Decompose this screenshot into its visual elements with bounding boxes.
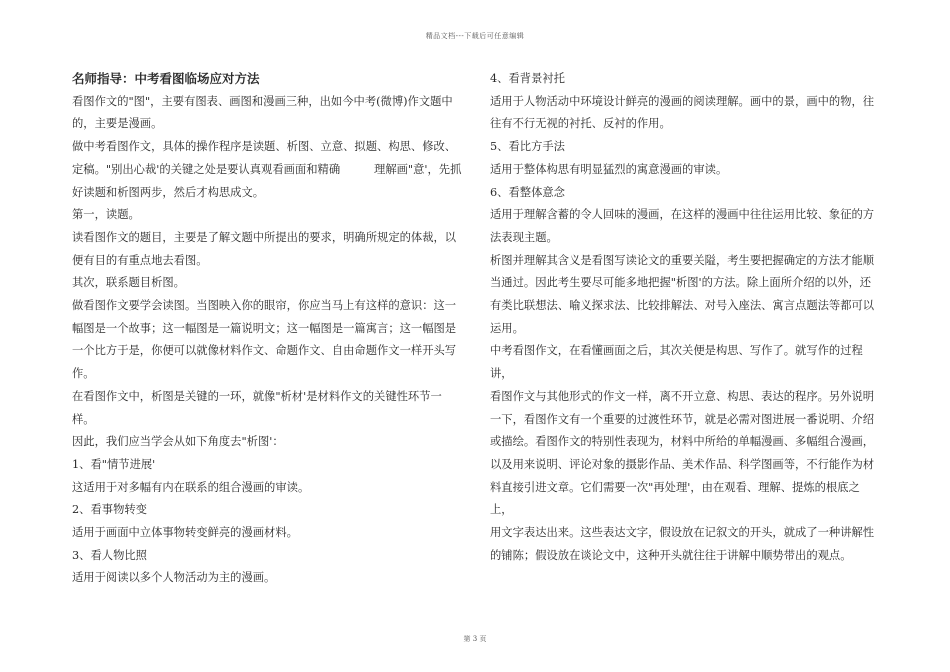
text-line: 一下，看图作文有一个重要的过渡性环节，就是必需对图进展一番说明、介绍 [490, 412, 875, 426]
text-line: 幅图是一个故事；这一幅图是一篇说明文；这一幅图是一篇寓言；这一幅图是 [72, 321, 457, 335]
text-line: 一个比方于是，你便可以就像材料作文、命题作文、自由命题作文一样开头写 [72, 344, 457, 358]
list-heading: 5、看比方手法 [490, 140, 565, 154]
text-line: 好读题和析图两步，然后才构思成文。 [72, 185, 265, 199]
text-line: 定稿。"别出心裁'的关键之处是要认真观看画面和精确 理解画"意'，先抓 [72, 162, 462, 176]
list-heading: 3、看人物比照 [72, 548, 147, 562]
text-line: 适用于理解含蓄的令人回味的漫画，在这样的漫画中往往运用比较、象征的方 [490, 208, 875, 222]
text-line: 有类比联想法、喻义探求法、比较排解法、对号入座法、寓言点题法等都可以 [490, 299, 875, 313]
text-line: 以及用来说明、评论对象的摄影作品、美术作品、科学图画等，不行能作为材 [490, 457, 875, 471]
text-line: 往有不行无视的衬托、反衬的作用。 [490, 117, 671, 131]
text-line: 中考看图作文，在看懂画面之后，其次关便是构思、写作了。就写作的过程讲， [490, 344, 863, 381]
text-line: 适用于人物活动中环境设计鲜亮的漫画的阅读理解。画中的景，画中的物，往 [490, 94, 875, 108]
text-line: 适用于阅读以多个人物活动为主的漫画。 [72, 571, 276, 585]
text-line: 适用于整体构思有明显猛烈的寓意漫画的审读。 [490, 162, 728, 176]
text-line: 的铺陈；假设放在谈论文中，这种开头就往往于讲解中顺势带出的观点。 [490, 548, 852, 562]
text-line: 便有目的有重点地去看图。 [72, 253, 208, 267]
article-title: 名师指导：中考看图临场应对方法 [72, 71, 260, 86]
list-heading: 6、看整体意念 [490, 185, 565, 199]
text-line: 看图作文的"图"，主要有图表、画图和漫画三种，出如今中考(微博)作文题中 [72, 94, 453, 108]
text-line: 做看图作文要学会读图。当图映入你的眼帘，你应当马上有这样的意识：这一 [72, 299, 457, 313]
text-line: 做中考看图作文，具体的操作程序是读题、析图、立意、拟题、构思、修改、 [72, 140, 457, 154]
page-number: 第 3 页 [463, 635, 487, 643]
left-column [72, 68, 464, 590]
section-heading: 第一，读题。 [72, 208, 140, 222]
text-line: 法表现主题。 [490, 230, 558, 244]
text-line: 看图作文与其他形式的作文一样，离不开立意、构思、表达的程序。另外说明 [490, 389, 875, 403]
text-line: 适用于画面中立体事物转变鲜亮的漫画材料。 [72, 526, 298, 540]
list-heading: 2、看事物转变 [72, 503, 147, 517]
text-line: 料直接引进文章。它们需要一次"再处理'，由在观看、理解、提炼的根底之上， [490, 480, 860, 517]
text-line: 作。 [72, 367, 95, 381]
section-heading: 其次，联系题目析图。 [72, 276, 185, 290]
right-column [490, 68, 882, 567]
text-line: 运用。 [490, 321, 524, 335]
text-line: 用文字表达出来。这些表达文字，假设放在记叙文的开头，就成了一种讲解性 [490, 526, 875, 540]
text-line: 或描绘。看图作文的特别性表现为，材料中所给的单幅漫画、多幅组合漫画， [490, 435, 875, 449]
text-line: 析图并理解其含义是看图写读论文的重要关隘，考生要把握确定的方法才能顺 [490, 253, 875, 267]
text-line: 因此，我们应当学会从如下角度去"析图'： [72, 435, 284, 449]
page-header: 精品文档---下载后可任意编辑 [425, 32, 525, 40]
list-heading: 1、看"情节进展' [72, 457, 156, 471]
text-line: 在看图作文中，析图是关键的一环，就像"析材'是材料作文的关键性环节一样。 [72, 389, 442, 426]
list-heading: 4、看背景衬托 [490, 72, 565, 85]
text-line: 这适用于对多幅有内在联系的组合漫画的审读。 [72, 480, 310, 494]
text-line: 的，主要是漫画。 [72, 117, 163, 131]
text-line: 读看图作文的题目，主要是了解文题中所提出的要求，明确所规定的体裁，以 [72, 230, 457, 244]
text-line: 当通过。因此考生要尽可能多地把握"析图'的方法。除上面所介绍的以外，还 [490, 276, 872, 290]
